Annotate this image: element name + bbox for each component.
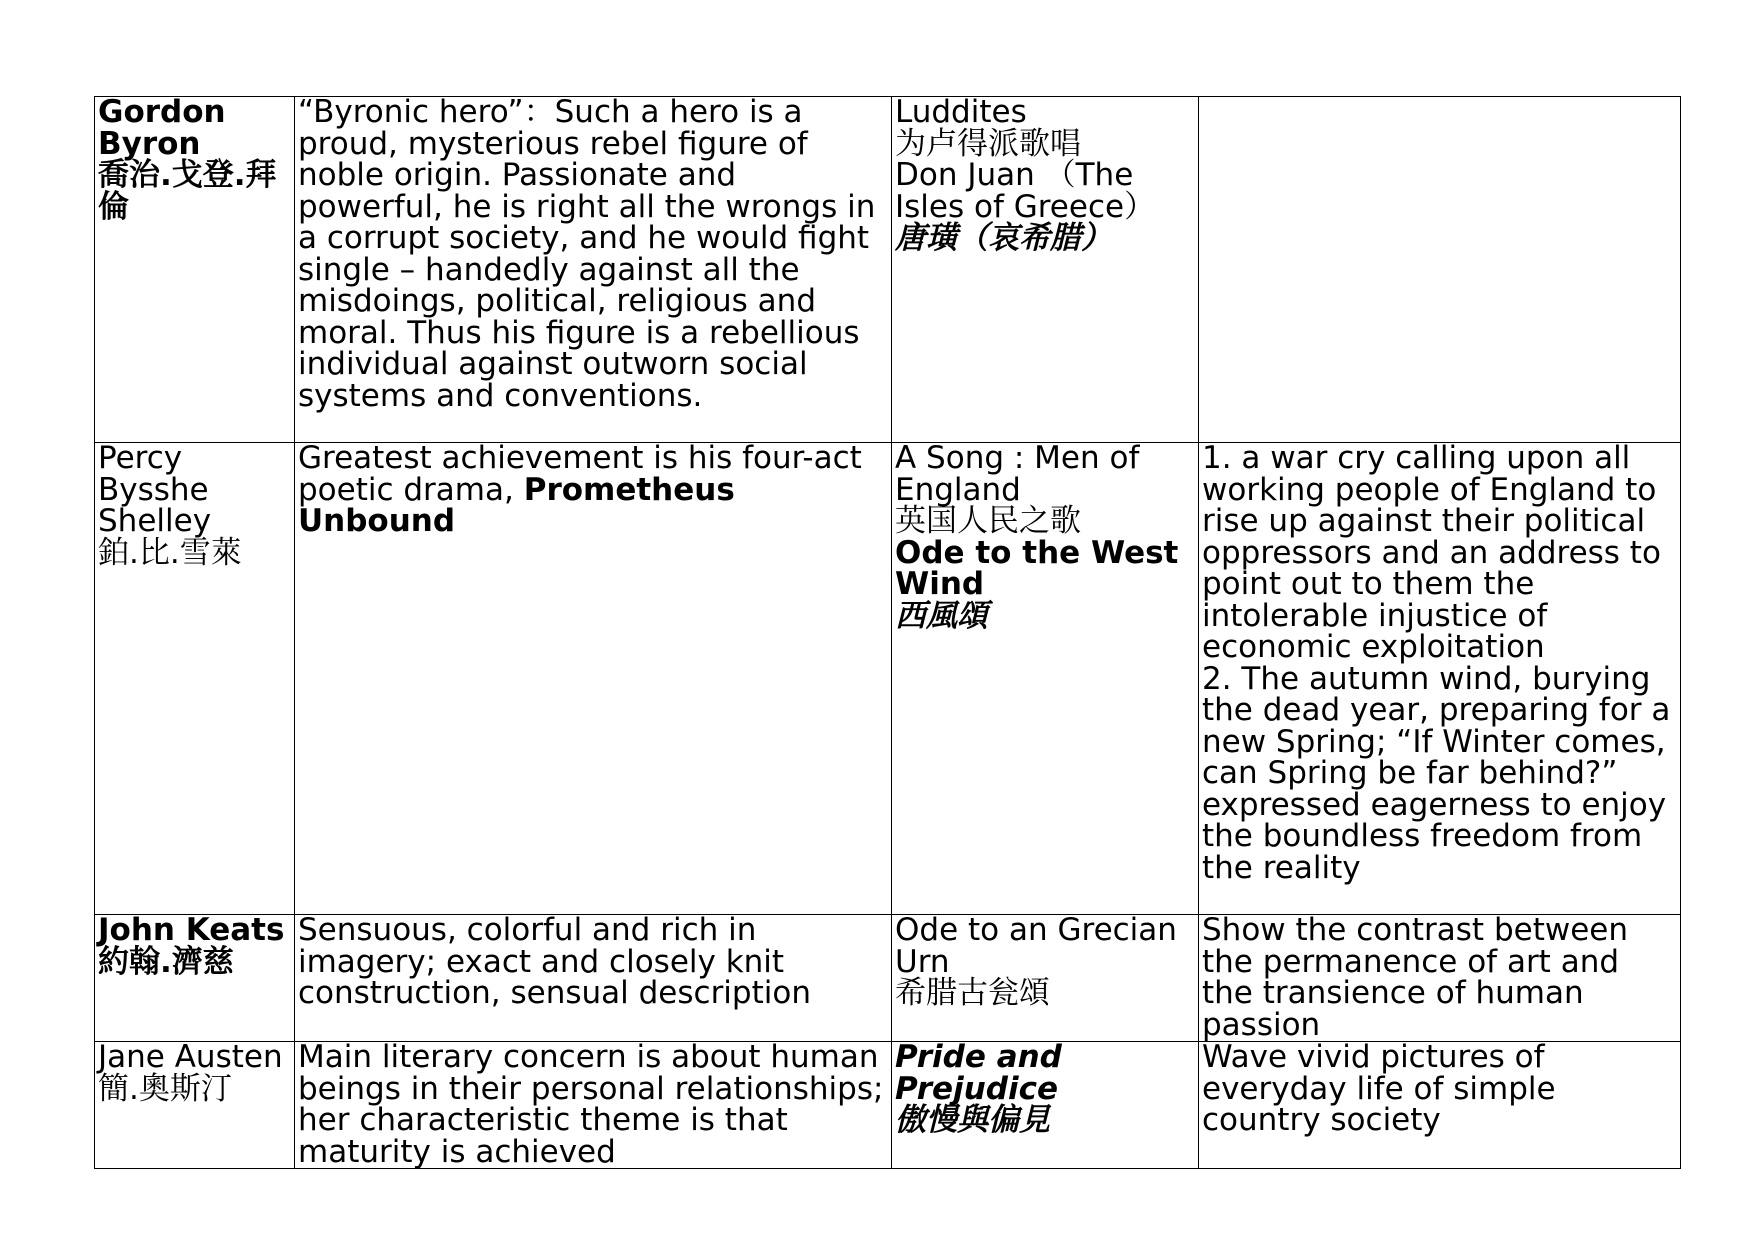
author-name: Percy Bysshe Shelley xyxy=(98,442,212,539)
notes-text: Show the contrast between the permanence of art and the transience of human passion xyxy=(1202,914,1628,1042)
author-name-cn: 簡.奧斯汀 xyxy=(98,1070,232,1107)
work-title-cn: 英国人民之歌 xyxy=(895,503,1081,539)
notes-cell xyxy=(1199,97,1681,443)
works-cell xyxy=(892,915,1199,1042)
table-row xyxy=(95,915,1681,1042)
description-cell xyxy=(295,97,892,443)
description-text: “Byronic hero”：Such a hero is a proud, mysterious rebel figure of noble origin. Passionate and powerful, he is right all the wrongs in a corrupt society, and he would fight single – handedly against all the misdoings, political, religious and moral. Thus his figure is a rebellious individual against outworn social systems and conventions. xyxy=(298,96,876,414)
author-name: Gordon Byron xyxy=(98,96,226,162)
work-title-cn: 西風頌 xyxy=(895,597,988,634)
work-title-cn: 唐璜（哀希腊） xyxy=(895,220,1112,256)
work-title: Ode to an Grecian Urn xyxy=(895,914,1177,980)
works-cell xyxy=(892,443,1199,915)
description-text: Sensuous, colorful and rich in imagery; exact and closely knit construction, sensual description xyxy=(298,914,811,1011)
author-cell xyxy=(95,443,295,915)
description-bold-title: Prometheus Unbound xyxy=(298,471,735,539)
author-name: Jane Austen xyxy=(98,1041,283,1075)
work-title: Luddites xyxy=(895,96,1027,130)
description-text: Main literary concern is about human beings in their personal relationships; her characteristic theme is that maturity is achieved xyxy=(298,1041,884,1169)
works-cell xyxy=(892,97,1199,443)
work-title: Pride and Prejudice xyxy=(895,1041,1062,1107)
table-row xyxy=(95,97,1681,443)
description-text: Greatest achievement is his four-act poetic drama, xyxy=(298,442,862,508)
author-name-cn: 約翰.濟慈 xyxy=(98,943,234,980)
work-title: A Song : Men of England xyxy=(895,442,1140,508)
notes-point-1: 1. a war cry calling upon all working people of England to rise up against their political oppressors and an address to point out to them the intolerable injustice of economic exploitation xyxy=(1202,442,1661,665)
description-cell xyxy=(295,1042,892,1169)
author-name-cn: 喬治.戈登.拜倫 xyxy=(98,157,277,225)
work-title-cn: 为卢得派歌唱 xyxy=(895,125,1081,162)
work-title-cn: 希腊古瓮頌 xyxy=(895,975,1050,1011)
table-row xyxy=(95,443,1681,915)
author-name-cn: 鉑.比.雪萊 xyxy=(98,534,242,571)
table-row xyxy=(95,1042,1681,1169)
author-cell xyxy=(95,1042,295,1169)
author-cell xyxy=(95,915,295,1042)
literature-table xyxy=(94,96,1681,1169)
author-cell xyxy=(95,97,295,443)
notes-cell xyxy=(1199,1042,1681,1169)
work-title: Don Juan （The Isles of Greece） xyxy=(895,157,1156,225)
work-title-cn: 傲慢與偏見 xyxy=(895,1102,1050,1138)
notes-cell xyxy=(1199,915,1681,1042)
notes-point-2: 2. The autumn wind, burying the dead year, preparing for a new Spring; “If Winter comes, can Spring be far behind?” xyxy=(1202,660,1671,791)
works-cell xyxy=(892,1042,1199,1169)
notes-cell xyxy=(1199,443,1681,915)
notes-point-3: expressed eagerness to enjoy the boundless freedom from the reality xyxy=(1202,786,1667,886)
author-name: John Keats xyxy=(98,914,285,948)
notes-text: Wave vivid pictures of everyday life of simple country society xyxy=(1202,1041,1556,1138)
description-cell xyxy=(295,915,892,1042)
work-title: Ode to the West Wind xyxy=(895,534,1179,602)
description-cell xyxy=(295,443,892,915)
